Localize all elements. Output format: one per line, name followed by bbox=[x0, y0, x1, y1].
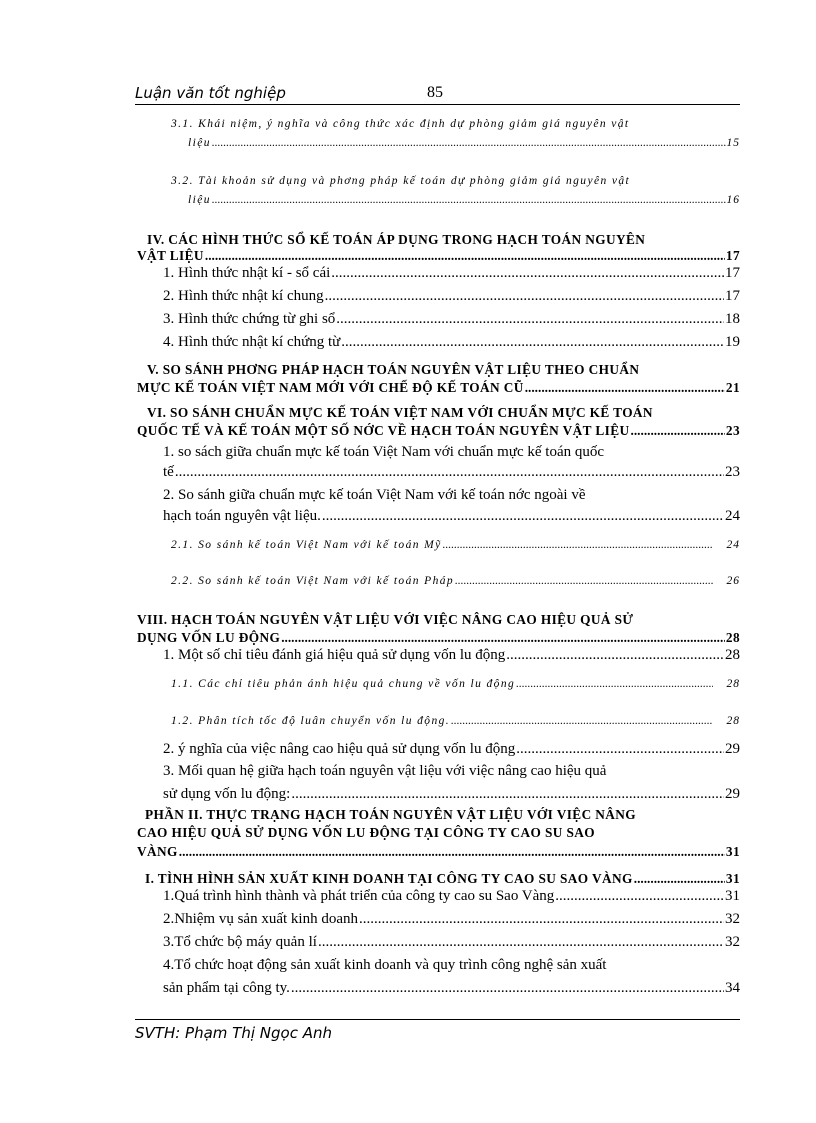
toc-chapter-i-title: I. TÌNH HÌNH SẢN XUẤT KINH DOANH TẠI CÔNG TY CAO SU SAO VÀNG bbox=[145, 871, 633, 886]
toc-page-chapter-i: 31 bbox=[725, 871, 740, 886]
toc-entry-iv-4 bbox=[163, 334, 740, 351]
toc-entry-iv-3-title: 3. Hình thức chứng từ ghi sổ bbox=[163, 311, 336, 327]
toc-entry-3-1 bbox=[188, 137, 740, 149]
toc-page-viii: 28 bbox=[725, 630, 740, 645]
toc-entry-iv-1 bbox=[163, 265, 740, 282]
toc-entry-i-2 bbox=[163, 911, 740, 928]
toc-part-ii-line1: PHẦN II. THỰC TRẠNG HẠCH TOÁN NGUYÊN VẬT LIỆU VỚI VIỆC NÂNG bbox=[145, 807, 637, 822]
toc-entry-vi-2-line1: 2. So sánh giữa chuẩn mực kế toán Việt Nam với kế toán nớc ngoài về bbox=[163, 487, 586, 503]
toc-page-vi-2: 24 bbox=[725, 508, 740, 524]
toc-entry-3-2 bbox=[188, 194, 740, 206]
toc-entry-vi-2-1 bbox=[171, 539, 740, 551]
toc-page-viii-1-1: 28 bbox=[726, 678, 740, 690]
toc-page-viii-1-2: 28 bbox=[726, 715, 740, 727]
header-page-number: 85 bbox=[427, 84, 443, 101]
toc-page-i-1: 31 bbox=[725, 888, 740, 904]
toc-entry-i-4-line2: sản phẩm tại công ty. bbox=[163, 980, 290, 996]
toc-page-vi-2-2: 26 bbox=[726, 575, 740, 587]
toc-page-vi-2-1: 24 bbox=[726, 539, 740, 551]
toc-section-vi bbox=[137, 423, 740, 439]
toc-page-vi-1: 23 bbox=[725, 464, 740, 480]
toc-page-part-ii: 31 bbox=[725, 844, 740, 859]
toc-page-vi: 23 bbox=[725, 423, 740, 438]
toc-part-ii bbox=[137, 844, 740, 860]
toc-section-v bbox=[137, 380, 740, 396]
toc-entry-viii-1-title: 1. Một số chỉ tiêu đánh giá hiệu quả sử dụng vốn lu động bbox=[163, 647, 506, 663]
toc-section-vi-line2: QUỐC TẾ VÀ KẾ TOÁN MỘT SỐ NỚC VỀ HẠCH TOÁN NGUYÊN VẬT LIỆU bbox=[137, 423, 630, 438]
toc-entry-vi-1-line1: 1. so sách giữa chuẩn mực kế toán Việt Nam với chuẩn mực kế toán quốc bbox=[163, 444, 605, 460]
toc-entry-viii-1-1-title: 1.1. Các chỉ tiêu phản ánh hiệu quả chung về vốn lu động bbox=[171, 678, 516, 690]
toc-page-viii-2: 29 bbox=[725, 741, 740, 757]
toc-entry-viii-3 bbox=[163, 786, 740, 803]
toc-entry-3-2-line2: liệu bbox=[188, 194, 211, 206]
toc-section-iv-line1: IV. CÁC HÌNH THỨC SỔ KẾ TOÁN ÁP DỤNG TRONG HẠCH TOÁN NGUYÊN bbox=[147, 232, 646, 247]
toc-page-v: 21 bbox=[725, 380, 740, 395]
toc-section-iv-line2: VẬT LIỆU bbox=[137, 248, 204, 263]
toc-entry-iv-2-title: 2. Hình thức nhật kí chung bbox=[163, 288, 324, 304]
toc-entry-iv-2 bbox=[163, 288, 740, 305]
toc-entry-i-1 bbox=[163, 888, 740, 905]
toc-section-viii bbox=[137, 630, 740, 646]
toc-entry-i-4 bbox=[163, 980, 740, 997]
toc-part-ii-line2: CAO HIỆU QUẢ SỬ DỤNG VỐN LU ĐỘNG TẠI CÔNG TY CAO SU SAO bbox=[137, 825, 596, 840]
toc-entry-viii-1-2-title: 1.2. Phân tích tốc độ luân chuyển vốn lu động. bbox=[171, 715, 451, 727]
footer-rule bbox=[135, 1019, 740, 1020]
toc-entry-vi-1-line2: tế bbox=[163, 464, 174, 480]
header-title: Luận văn tốt nghiệp bbox=[135, 84, 286, 102]
footer-author: SVTH: Phạm Thị Ngọc Anh bbox=[135, 1024, 332, 1042]
toc-entry-viii-2 bbox=[163, 741, 740, 758]
toc-entry-i-2-title: 2.Nhiệm vụ sản xuất kinh doanh bbox=[163, 911, 358, 927]
toc-entry-viii-2-title: 2. ý nghĩa của việc nâng cao hiệu quả sử dụng vốn lu động bbox=[163, 741, 516, 757]
toc-section-viii-line2: DỤNG VỐN LU ĐỘNG bbox=[137, 630, 281, 645]
toc-page-viii-1: 28 bbox=[725, 647, 740, 663]
toc-entry-iv-1-title: 1. Hình thức nhật kí - sổ cái bbox=[163, 265, 331, 281]
toc-section-v-line2: MỰC KẾ TOÁN VIỆT NAM MỚI VỚI CHẾ ĐỘ KẾ TOÁN CŨ bbox=[137, 380, 524, 395]
toc-entry-vi-1 bbox=[163, 464, 740, 481]
toc-entry-i-1-title: 1.Quá trình hình thành và phát triển của công ty cao su Sao Vàng bbox=[163, 888, 555, 904]
toc-section-v-line1: V. SO SÁNH PHƠNG PHÁP HẠCH TOÁN NGUYÊN VẬT LIỆU THEO CHUẨN bbox=[147, 362, 640, 377]
toc-section-vi-line1: VI. SO SÁNH CHUẨN MỰC KẾ TOÁN VIỆT NAM VỚI CHUẨN MỰC KẾ TOÁN bbox=[147, 405, 653, 420]
toc-entry-vi-2-line2: hạch toán nguyên vật liệu. bbox=[163, 508, 321, 524]
toc-chapter-i bbox=[145, 871, 740, 887]
toc-section-iv bbox=[137, 248, 740, 264]
toc-section-viii-line1: VIII. HẠCH TOÁN NGUYÊN VẬT LIỆU VỚI VIỆC NÂNG CAO HIỆU QUẢ SỬ bbox=[137, 612, 634, 627]
toc-entry-3-2-line1: 3.2. Tài khoản sử dụng và phơng pháp kế toán dự phòng giảm giá nguyên vật bbox=[171, 175, 631, 187]
toc-page-i-3: 32 bbox=[725, 934, 740, 950]
toc-part-ii-line3: VÀNG bbox=[137, 844, 178, 859]
toc-entry-i-3-title: 3.Tổ chức bộ máy quản lí bbox=[163, 934, 317, 950]
toc-entry-i-4-line1: 4.Tổ chức hoạt động sản xuất kinh doanh và quy trình công nghệ sản xuất bbox=[163, 957, 607, 973]
toc-page-3-1: 15 bbox=[726, 137, 740, 149]
toc-entry-viii-1 bbox=[163, 647, 740, 664]
toc-entry-iv-3 bbox=[163, 311, 740, 328]
toc-entry-vi-2-2-title: 2.2. So sánh kế toán Việt Nam với kế toán Pháp bbox=[171, 575, 455, 587]
toc-page-iv-2: 17 bbox=[725, 288, 740, 304]
toc-entry-vi-2 bbox=[163, 508, 740, 525]
toc-page-iv: 17 bbox=[725, 248, 740, 263]
toc-entry-viii-1-2 bbox=[171, 715, 740, 727]
toc-entry-3-1-line1: 3.1. Khái niệm, ý nghĩa và công thức xác định dự phòng giảm giá nguyên vật bbox=[171, 118, 630, 130]
toc-entry-i-3 bbox=[163, 934, 740, 951]
toc-entry-viii-3-line1: 3. Mối quan hệ giữa hạch toán nguyên vật liệu với việc nâng cao hiệu quả bbox=[163, 763, 607, 779]
toc-page-iv-3: 18 bbox=[725, 311, 740, 327]
toc-entry-3-1-line2: liệu bbox=[188, 137, 211, 149]
toc-page-iv-1: 17 bbox=[725, 265, 740, 281]
toc-page-iv-4: 19 bbox=[725, 334, 740, 350]
toc-entry-vi-2-1-title: 2.1. So sánh kế toán Việt Nam với kế toán Mỹ bbox=[171, 539, 442, 551]
toc-entry-vi-2-2 bbox=[171, 575, 740, 587]
toc-page-i-2: 32 bbox=[725, 911, 740, 927]
toc-entry-viii-3-line2: sử dụng vốn lu động: bbox=[163, 786, 291, 802]
toc-entry-iv-4-title: 4. Hình thức nhật kí chứng từ bbox=[163, 334, 341, 350]
toc-page-i-4: 34 bbox=[725, 980, 740, 996]
toc-page-viii-3: 29 bbox=[725, 786, 740, 802]
toc-page-3-2: 16 bbox=[726, 194, 740, 206]
toc-entry-viii-1-1 bbox=[171, 678, 740, 690]
